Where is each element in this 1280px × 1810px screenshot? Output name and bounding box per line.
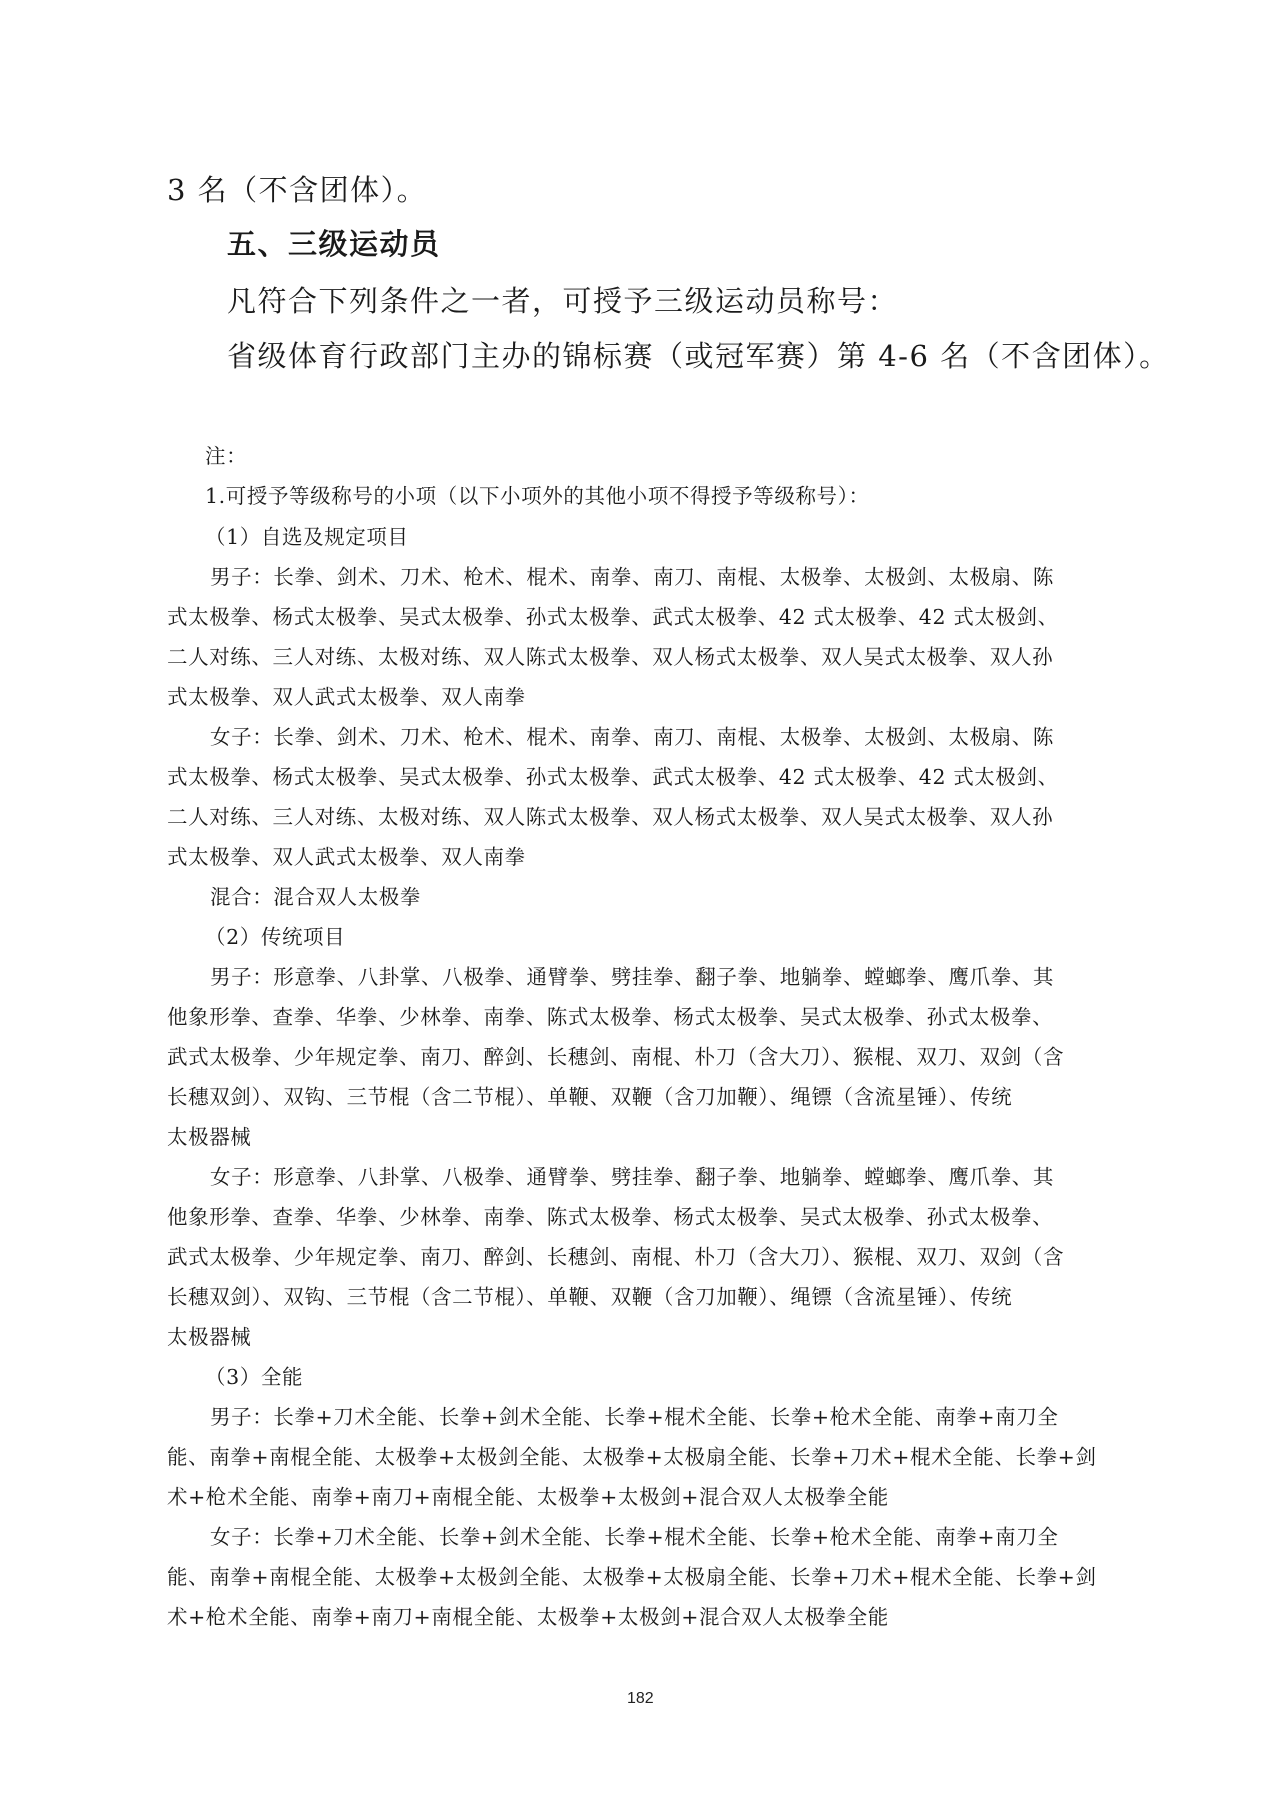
sub1-mixed: 混合：混合双人太极拳 <box>210 885 421 909</box>
sub2-men-line: 武式太极拳、少年规定拳、南刀、醉剑、长穗剑、南棍、朴刀（含大刀）、猴棍、双刀、双剑（含 <box>167 1045 1065 1069</box>
section-five-heading: 五、三级运动员 <box>227 227 441 261</box>
sub2-men-line: 太极器械 <box>167 1125 252 1149</box>
sub2-women-line: 武式太极拳、少年规定拳、南刀、醉剑、长穗剑、南棍、朴刀（含大刀）、猴棍、双刀、双剑（含 <box>167 1245 1065 1269</box>
sub3-women-line: 能、南拳+南棍全能、太极拳+太极剑全能、太极拳+太极扇全能、长拳+刀术+棍术全能、长拳+剑 <box>167 1565 1097 1589</box>
sub1-women-line: 式太极拳、杨式太极拳、吴式太极拳、孙式太极拳、武式太极拳、42 式太极拳、42 式太极剑、 <box>167 765 1059 789</box>
sub1-title: （1）自选及规定项目 <box>205 525 409 549</box>
sub2-title: （2）传统项目 <box>205 925 346 949</box>
page-number: 182 <box>627 1690 654 1707</box>
notes-item-1: 1.可授予等级称号的小项（以下小项外的其他小项不得授予等级称号）： <box>205 484 870 508</box>
sub1-men-line: 二人对练、三人对练、太极对练、双人陈式太极拳、双人杨式太极拳、双人吴式太极拳、双人孙 <box>167 645 1054 669</box>
sub2-men-line: 长穗双剑）、双钩、三节棍（含二节棍）、单鞭、双鞭（含刀加鞭）、绳镖（含流星锤）、传统 <box>167 1085 1013 1109</box>
sub3-men-line: 术+枪术全能、南拳+南刀+南棍全能、太极拳+太极剑+混合双人太极拳全能 <box>167 1485 889 1509</box>
sub2-men-line: 男子：形意拳、八卦掌、八极拳、通臂拳、劈挂拳、翻子拳、地躺拳、螳螂拳、鹰爪拳、其 <box>210 965 1054 989</box>
sub2-men-line: 他象形拳、查拳、华拳、少林拳、南拳、陈式太极拳、杨式太极拳、吴式太极拳、孙式太极拳、 <box>167 1005 1054 1029</box>
section-five-condition: 省级体育行政部门主办的锦标赛（或冠军赛）第 4-6 名（不含团体）。 <box>227 339 1170 373</box>
sub1-women-line: 女子：长拳、剑术、刀术、枪术、棍术、南拳、南刀、南棍、太极拳、太极剑、太极扇、陈 <box>210 725 1054 749</box>
section-five-intro: 凡符合下列条件之一者，可授予三级运动员称号： <box>227 284 899 318</box>
section-continuation: 3 名（不含团体）。 <box>167 173 428 207</box>
sub2-women-line: 太极器械 <box>167 1325 252 1349</box>
sub1-men-line: 男子：长拳、剑术、刀术、枪术、棍术、南拳、南刀、南棍、太极拳、太极剑、太极扇、陈 <box>210 565 1054 589</box>
sub1-men-line: 式太极拳、杨式太极拳、吴式太极拳、孙式太极拳、武式太极拳、42 式太极拳、42 式太极剑、 <box>167 605 1059 629</box>
sub3-men-line: 男子：长拳+刀术全能、长拳+剑术全能、长拳+棍术全能、长拳+枪术全能、南拳+南刀全 <box>210 1405 1059 1429</box>
sub3-title: （3）全能 <box>205 1365 304 1389</box>
sub1-men-line: 式太极拳、双人武式太极拳、双人南拳 <box>167 685 526 709</box>
sub2-women-line: 长穗双剑）、双钩、三节棍（含二节棍）、单鞭、双鞭（含刀加鞭）、绳镖（含流星锤）、传统 <box>167 1285 1013 1309</box>
notes-label: 注： <box>205 444 248 468</box>
sub2-women-line: 女子：形意拳、八卦掌、八极拳、通臂拳、劈挂拳、翻子拳、地躺拳、螳螂拳、鹰爪拳、其 <box>210 1165 1054 1189</box>
sub2-women-line: 他象形拳、查拳、华拳、少林拳、南拳、陈式太极拳、杨式太极拳、吴式太极拳、孙式太极拳、 <box>167 1205 1054 1229</box>
sub3-men-line: 能、南拳+南棍全能、太极拳+太极剑全能、太极拳+太极扇全能、长拳+刀术+棍术全能、长拳+剑 <box>167 1445 1097 1469</box>
sub3-women-line: 女子：长拳+刀术全能、长拳+剑术全能、长拳+棍术全能、长拳+枪术全能、南拳+南刀全 <box>210 1525 1059 1549</box>
sub3-women-line: 术+枪术全能、南拳+南刀+南棍全能、太极拳+太极剑+混合双人太极拳全能 <box>167 1605 889 1629</box>
sub1-women-line: 式太极拳、双人武式太极拳、双人南拳 <box>167 845 526 869</box>
sub1-women-line: 二人对练、三人对练、太极对练、双人陈式太极拳、双人杨式太极拳、双人吴式太极拳、双人孙 <box>167 805 1054 829</box>
